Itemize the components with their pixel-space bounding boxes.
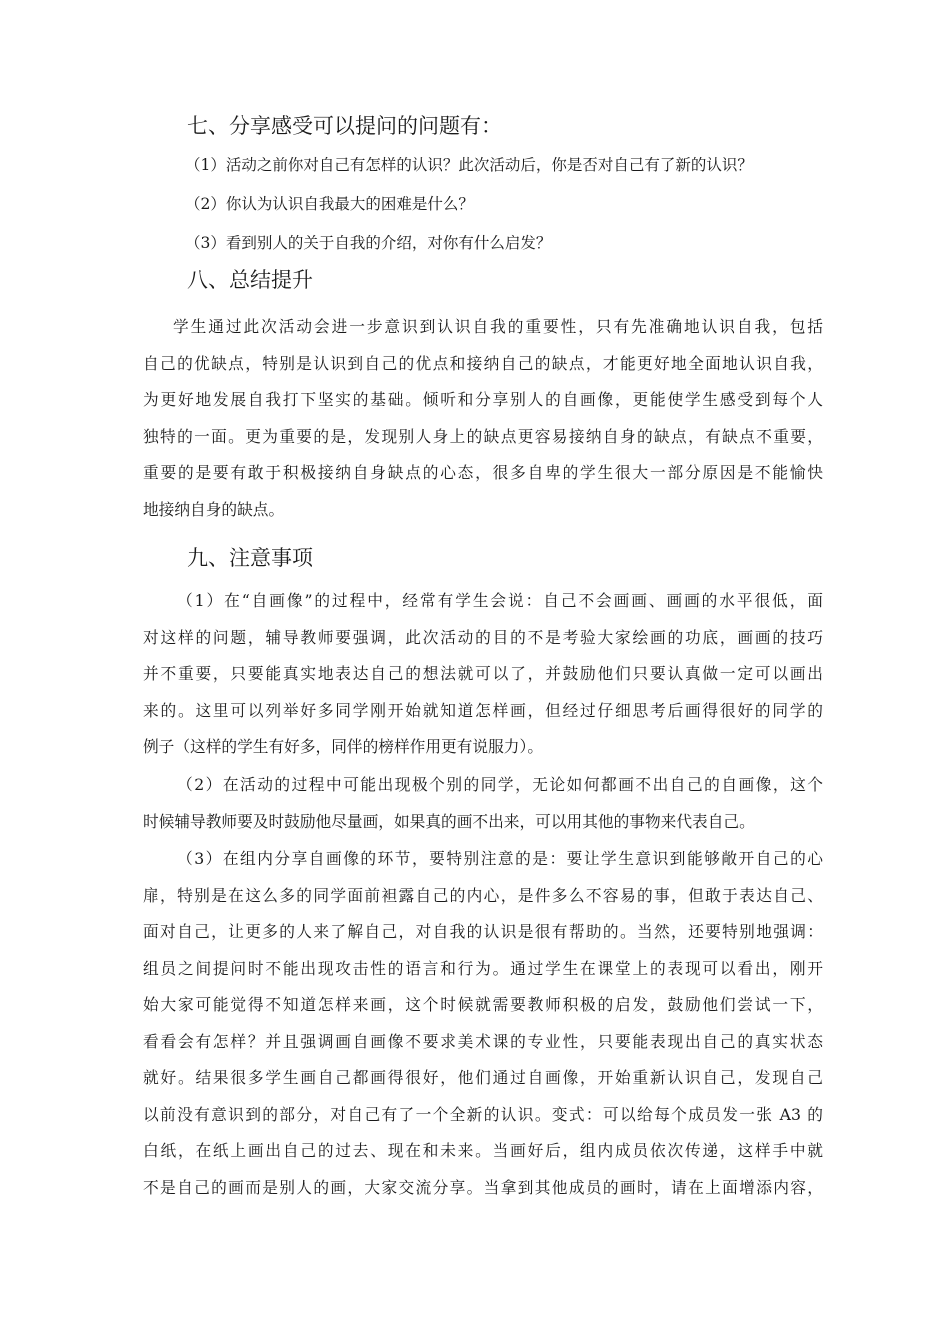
note-item-1 [143, 583, 823, 766]
text-line: 自己的优缺点，特别是认识到自己的优点和接纳自己的缺点，才能更好地全面地认识自我， [143, 353, 823, 373]
text-line: 以前没有意识到的部分，对自己有了一个全新的认识。变式：可以给每个成员发一张 A3 的 [143, 1104, 823, 1124]
text-line: 始大家可能觉得不知道怎样来画，这个时候就需要教师积极的启发，鼓励他们尝试一下， [143, 995, 823, 1014]
text-line: 白纸，在纸上画出自己的过去、现在和未来。当画好后，组内成员依次传递，这样手中就 [143, 1141, 823, 1160]
text-line: 看看会有怎样？并且强调画自画像不要求美术课的专业性，只要能表现出自己的真实状态 [143, 1031, 823, 1051]
question-item: （1）活动之前你对自己有怎样的认识？此次活动后，你是否对自己有了新的认识？ [185, 156, 753, 174]
text-line: 来的。这里可以列举好多同学刚开始就知道怎样画，但经过仔细思考后画得很好的同学的 [143, 700, 823, 720]
text-line: 对这样的问题，辅导教师要强调，此次活动的目的不是考验大家绘画的功底，画画的技巧 [143, 627, 823, 647]
summary-paragraph [143, 309, 823, 528]
text-line: 重要的是要有敢于积极接纳自身缺点的心态，很多自卑的学生很大一部分原因是不能愉快 [143, 463, 823, 482]
text-line: （1）在“自画像”的过程中，经常有学生会说：自己不会画画、画画的水平很低，面 [177, 591, 823, 610]
text-line: 不是自己的画而是别人的画，大家交流分享。当拿到其他成员的画时，请在上面增添内容， [143, 1177, 823, 1197]
question-item: （2）你认为认识自我最大的困难是什么？ [185, 195, 474, 213]
text-line: （3）在组内分享自画像的环节，要特别注意的是：要让学生意识到能够敞开自己的心 [177, 849, 823, 868]
text-line: 例子（这样的学生有好多，同伴的榜样作用更有说服力）。 [143, 737, 544, 756]
text-line: 地接纳自身的缺点。 [143, 499, 285, 519]
text-line: 为更好地发展自我打下坚实的基础。倾听和分享别人的自画像，更能使学生感受到每个人 [143, 390, 823, 409]
question-item: （3）看到别人的关于自我的介绍，对你有什么启发？ [185, 234, 552, 252]
text-line: 扉，特别是在这么多的同学面前袒露自己的内心，是件多么不容易的事，但敢于表达自己、 [143, 885, 823, 905]
section-nine-heading: 九、注意事项 [187, 546, 313, 570]
note-item-2 [143, 767, 823, 840]
note-item-3 [143, 841, 823, 1206]
text-line: 并不重要，只要能真实地表达自己的想法就可以了，并鼓励他们只要认真做一定可以画出 [143, 664, 823, 683]
text-line: （2）在活动的过程中可能出现极个别的同学，无论如何都画不出自己的自画像，这个 [177, 775, 823, 794]
text-line: 独特的一面。更为重要的是，发现别人身上的缺点更容易接纳自身的缺点，有缺点不重要， [143, 426, 823, 446]
section-eight-heading: 八、总结提升 [187, 268, 313, 292]
text-line: 时候辅导教师要及时鼓励他尽量画，如果真的画不出来，可以用其他的事物来代表自己。 [143, 811, 755, 831]
text-line: 面对自己，让更多的人来了解自己，对自我的认识是很有帮助的。当然，还要特别地强调： [143, 922, 823, 941]
text-line: 学生通过此次活动会进一步意识到认识自我的重要性，只有先准确地认识自我，包括 [173, 317, 823, 336]
text-line: 组员之间提问时不能出现攻击性的语言和行为。通过学生在课堂上的表现可以看出，刚开 [143, 958, 823, 978]
text-line: 就好。结果很多学生画自己都画得很好，他们通过自画像，开始重新认识自己，发现自己 [143, 1068, 823, 1087]
section-seven-heading: 七、分享感受可以提问的问题有： [187, 114, 502, 138]
